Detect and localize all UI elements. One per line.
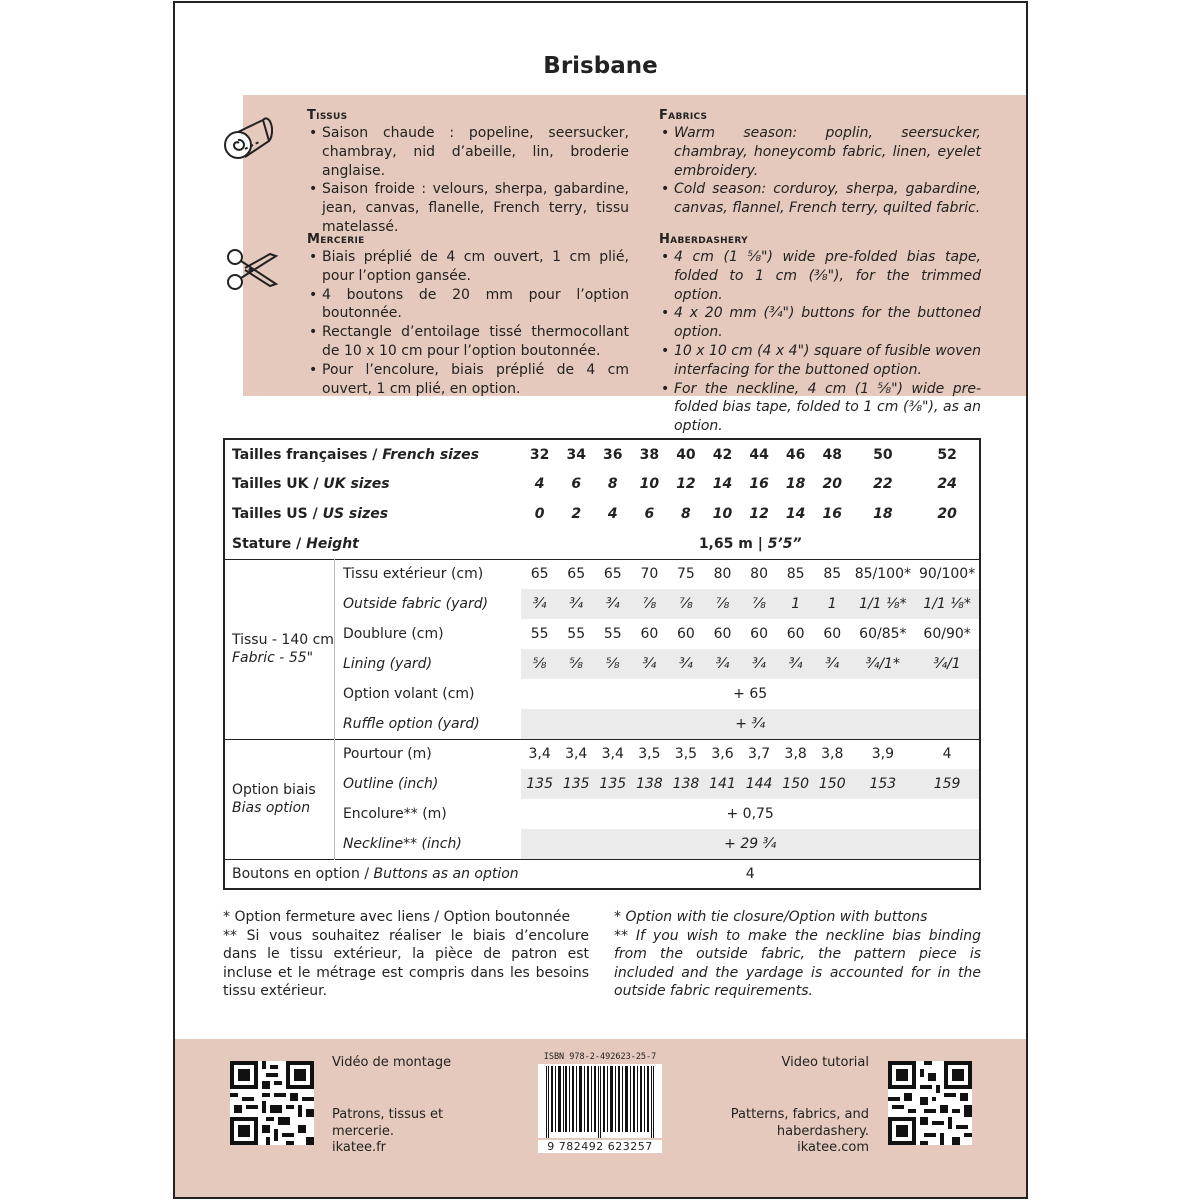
notes-en: [614, 908, 981, 1001]
size-cell: 8: [681, 506, 691, 522]
video-label-fr: Vidéo de montage: [332, 1055, 452, 1070]
table-row-ruffle-cm: [224, 679, 980, 709]
fabrics-fr-section: [307, 107, 629, 237]
fabric-group-en: Fabric - 55": [232, 650, 314, 666]
row-label-fr: Stature /: [232, 535, 307, 552]
table-row-lining-cm: [224, 619, 980, 649]
value-cell: 85: [777, 559, 814, 589]
size-cell: 20: [822, 476, 842, 492]
row-label: Neckline** (inch): [342, 835, 462, 852]
row-label: Lining (yard): [342, 656, 433, 672]
row-label: [224, 439, 521, 469]
value-cell: ¾: [741, 649, 778, 679]
size-cell: 6: [644, 506, 655, 522]
value-cell: 90/100*: [915, 559, 980, 589]
row-label-en: Height: [306, 535, 359, 552]
value-cell: 60: [823, 626, 842, 642]
size-cell: 18: [873, 506, 893, 522]
value-cell: ¾: [594, 589, 631, 619]
value-cell: 3,5: [631, 739, 668, 769]
value-cell: + 29 ¾: [521, 829, 980, 859]
value-cell: 138: [668, 769, 705, 799]
value-cell: 4: [915, 739, 980, 769]
fabrics-fr-item: • Saison froide : velours, sherpa, gabardine, jean, canvas, flanelle, French terry, tissu matelassé.: [307, 180, 629, 236]
scissors-icon: [224, 246, 280, 294]
value-cell: 60: [640, 626, 659, 642]
fabrics-fr-item: • Saison chaude : popeline, seersucker, chambray, nid d’abeille, lin, broderie anglaise.: [307, 124, 629, 180]
value-cell: ¾/1: [915, 649, 980, 679]
fabrics-en-item: • Warm season: poplin, seersucker, chambray, honeycomb fabric, linen, eyelet embroidery.: [659, 124, 981, 180]
value-cell: 3,7: [741, 739, 778, 769]
table-row-outside-fabric-yd: [224, 589, 980, 619]
isbn-text: ISBN 978-2-492623-25-7: [543, 1052, 657, 1062]
value-cell: 138: [631, 769, 668, 799]
value-cell: 1: [814, 589, 851, 619]
value-cell: 3,8: [814, 739, 851, 769]
haberdashery-en-item: • 4 x 20 mm (¾") buttons for the buttoned option.: [659, 304, 981, 342]
page-title: Brisbane: [543, 53, 658, 79]
video-label-en: Video tutorial: [781, 1055, 869, 1070]
value-cell: 55: [603, 626, 622, 642]
size-cell: 44: [749, 446, 769, 463]
value-cell: 55: [530, 626, 549, 642]
size-cell: 38: [639, 446, 660, 463]
fabrics-en-section: [659, 107, 981, 218]
shop-line: haberdashery.: [776, 1123, 869, 1139]
value-cell: ¾: [777, 649, 814, 679]
table-row-neckline-m: [224, 799, 980, 829]
haberdashery-en-heading: Haberdashery: [659, 232, 748, 247]
value-cell: ¾: [521, 589, 558, 619]
size-cell: 10: [639, 476, 660, 492]
value-cell: 65: [558, 559, 595, 589]
bias-group-fr: Option biais: [232, 782, 316, 798]
value-cell: 70: [631, 559, 668, 589]
value-cell: ¾: [668, 649, 705, 679]
row-label: Ruffle option (yard): [342, 715, 480, 732]
value-cell: 80: [741, 559, 778, 589]
note-line: * Option with tie closure/Option with buttons: [614, 909, 928, 925]
size-cell: 2: [571, 506, 582, 522]
value-cell: 3,5: [668, 739, 705, 769]
fabric-group-fr: Tissu - 140 cm: [232, 632, 334, 648]
value-cell: 75: [668, 559, 705, 589]
table-row-uk-sizes: [224, 469, 980, 499]
value-cell: + 0,75: [726, 806, 774, 822]
value-cell: 60: [786, 626, 805, 642]
row-label: Pourtour (m): [334, 739, 521, 769]
size-cell: 10: [712, 506, 733, 522]
size-cell: 46: [785, 446, 806, 463]
table-row-outline-m: [224, 739, 980, 769]
site-link-en[interactable]: ikatee.com: [797, 1140, 869, 1155]
value-cell: ⅝: [594, 649, 631, 679]
size-cell: 16: [822, 506, 842, 522]
row-label: [224, 859, 521, 889]
fabric-roll-icon: [221, 115, 273, 167]
value-cell: 150: [814, 769, 851, 799]
bias-group-en: Bias option: [232, 800, 311, 816]
barcode-icon: [538, 1052, 662, 1152]
value-cell: 3,6: [704, 739, 741, 769]
size-cell: 20: [937, 506, 957, 522]
value-cell: 144: [741, 769, 778, 799]
height-value-fr: 1,65 m |: [698, 535, 768, 552]
size-cell: 18: [785, 476, 806, 492]
pattern-back-cover: [173, 1, 1028, 1199]
size-cell: 48: [822, 446, 842, 463]
fabrics-fr-heading: Tissus: [307, 108, 348, 123]
size-cell: 32: [529, 446, 550, 463]
value-cell: 159: [915, 769, 980, 799]
value-cell: 135: [594, 769, 631, 799]
table-row-outside-fabric-cm: [224, 559, 980, 589]
haberdashery-fr-item: • Biais préplié de 4 cm ouvert, 1 cm plié, pour l’option gansée.: [307, 248, 629, 286]
barcode-number: 9 782492 623257: [538, 1140, 662, 1153]
table-row-lining-yd: [224, 649, 980, 679]
fabrics-en-item: • Cold season: corduroy, sherpa, gabardine, canvas, flannel, French terry, quilted fabric.: [659, 180, 981, 218]
value-cell: ¾/1*: [851, 649, 916, 679]
row-label: Outside fabric (yard): [342, 596, 489, 612]
size-cell: 42: [712, 446, 733, 463]
size-cell: 34: [566, 446, 586, 463]
haberdashery-en-item: • For the neckline, 4 cm (1 ⅝") wide pre-folded bias tape, folded to 1 cm (⅜"), as an option.: [659, 380, 981, 436]
row-label: Outline (inch): [342, 776, 439, 792]
value-cell: 60/90*: [923, 626, 971, 642]
row-label: Tissu extérieur (cm): [334, 559, 521, 589]
haberdashery-en-item: • 4 cm (1 ⅝") wide pre-folded bias tape, folded to 1 cm (⅜"), for the trimmed option.: [659, 248, 981, 304]
row-label: Encolure** (m): [342, 806, 447, 822]
value-cell: 60/85*: [859, 626, 907, 642]
size-cell: 36: [603, 446, 623, 463]
footer-band: [175, 1039, 1026, 1199]
value-cell: 80: [704, 559, 741, 589]
size-cell: 0: [534, 506, 545, 522]
value-cell: 135: [521, 769, 558, 799]
value-cell: 3,8: [777, 739, 814, 769]
shop-text-en: [715, 1107, 869, 1157]
size-cell: 12: [749, 506, 769, 522]
size-cell: 4: [607, 506, 618, 522]
haberdashery-en-item: • 10 x 10 cm (4 x 4") square of fusible woven interfacing for the buttoned option.: [659, 342, 981, 380]
height-value-en: 5’5”: [767, 535, 802, 552]
value-cell: 85: [814, 559, 851, 589]
size-cell: 12: [676, 476, 696, 492]
row-label-fr: Boutons en option /: [232, 865, 374, 882]
fabric-group-label: [224, 559, 334, 739]
value-cell: 141: [704, 769, 741, 799]
row-label-fr: Tailles françaises /: [232, 446, 383, 463]
size-cell: 14: [712, 476, 733, 492]
haberdashery-fr-section: [307, 231, 629, 398]
table-row-height: [224, 529, 980, 559]
value-cell: 60: [750, 626, 768, 642]
table-row-buttons: [224, 859, 980, 889]
value-cell: ¾: [814, 649, 851, 679]
size-cell: 50: [873, 446, 893, 463]
row-label: [224, 469, 521, 499]
value-cell: ¾: [558, 589, 595, 619]
haberdashery-fr-item: • Pour l’encolure, biais préplié de 4 cm ouvert, 1 cm plié, en option.: [307, 361, 629, 399]
size-cell: 8: [607, 476, 618, 492]
row-label: [224, 529, 521, 559]
shop-line: Patterns, fabrics, and: [730, 1107, 869, 1122]
value-cell: ⅝: [558, 649, 595, 679]
value-cell: ¾: [704, 649, 741, 679]
haberdashery-fr-item: • Rectangle d’entoilage tissé thermocollant de 10 x 10 cm pour l’option boutonnée.: [307, 323, 629, 361]
value-cell: + 65: [733, 686, 768, 702]
value-cell: ⅞: [704, 589, 741, 619]
qr-code-icon[interactable]: [888, 1061, 972, 1145]
value-cell: ⅞: [631, 589, 668, 619]
size-cell: 16: [749, 476, 769, 492]
row-label-en: US sizes: [322, 506, 389, 522]
shop-text-fr: [332, 1107, 443, 1157]
haberdashery-fr-item: • 4 boutons de 20 mm pour l’option boutonnée.: [307, 286, 629, 324]
value-cell: ⅝: [521, 649, 558, 679]
value-cell: 4: [521, 859, 980, 889]
shop-line: Patrons, tissus et: [332, 1107, 444, 1122]
row-label: [224, 499, 521, 529]
value-cell: 135: [558, 769, 595, 799]
note-line: * Option fermeture avec liens / Option boutonnée: [223, 909, 571, 925]
row-label-en: French sizes: [382, 446, 479, 463]
row-label: Doublure (cm): [342, 626, 444, 642]
size-cell: 52: [937, 446, 957, 463]
value-cell: 60: [677, 626, 695, 642]
value-cell: 153: [851, 769, 916, 799]
size-cell: 40: [676, 446, 696, 463]
size-cell: 14: [785, 506, 806, 522]
size-cell: 22: [873, 476, 893, 492]
table-row-us-sizes: [224, 499, 980, 529]
value-cell: 3,4: [594, 739, 631, 769]
note-line: ** If you wish to make the neckline bias binding from the outside fabric, the pattern piece is included and the yardage is accounted for in the outside fabric requirements.: [614, 927, 981, 999]
value-cell: 60: [713, 626, 732, 642]
value-cell: 1/1 ⅛*: [851, 589, 916, 619]
table-row-ruffle-yd: [224, 709, 980, 739]
size-cell: 24: [937, 476, 957, 492]
row-label-fr: Tailles US /: [232, 506, 323, 522]
value-cell: ⅞: [668, 589, 705, 619]
value-cell: ¾: [631, 649, 668, 679]
value-cell: 1/1 ⅛*: [915, 589, 980, 619]
table-row-french-sizes: [224, 439, 980, 469]
haberdashery-en-section: [659, 231, 981, 436]
value-cell: 65: [521, 559, 558, 589]
fabrics-en-heading: Fabrics: [659, 108, 708, 123]
notes-fr: [223, 908, 589, 1001]
bias-group-label: [224, 739, 334, 859]
value-cell: 3,4: [558, 739, 595, 769]
site-link-fr[interactable]: ikatee.fr: [332, 1140, 387, 1155]
value-cell: + ¾: [521, 709, 980, 739]
size-chart-table: [223, 438, 981, 890]
height-value: [521, 529, 980, 559]
shop-line: mercerie.: [332, 1123, 394, 1139]
value-cell: 3,9: [851, 739, 916, 769]
table-row-neckline-in: [224, 829, 980, 859]
value-cell: 55: [567, 626, 586, 642]
row-label: Option volant (cm): [342, 686, 475, 702]
size-cell: 4: [534, 476, 545, 492]
qr-code-icon[interactable]: [230, 1061, 314, 1145]
value-cell: 85/100*: [851, 559, 916, 589]
row-label-en: UK sizes: [323, 476, 390, 492]
value-cell: 150: [777, 769, 814, 799]
table-row-outline-in: [224, 769, 980, 799]
value-cell: 1: [777, 589, 814, 619]
size-cell: 6: [571, 476, 582, 492]
value-cell: 3,4: [521, 739, 558, 769]
row-label-en: Buttons as an option: [373, 865, 519, 882]
note-line: ** Si vous souhaitez réaliser le biais d’encolure dans le tissu extérieur, la pièce de patron est incluse et le métrage est compris dans les besoins tissu extérieur.: [223, 927, 589, 999]
row-label-fr: Tailles UK /: [232, 476, 324, 492]
haberdashery-fr-heading: Mercerie: [307, 232, 365, 247]
value-cell: ⅞: [741, 589, 778, 619]
value-cell: 65: [594, 559, 631, 589]
